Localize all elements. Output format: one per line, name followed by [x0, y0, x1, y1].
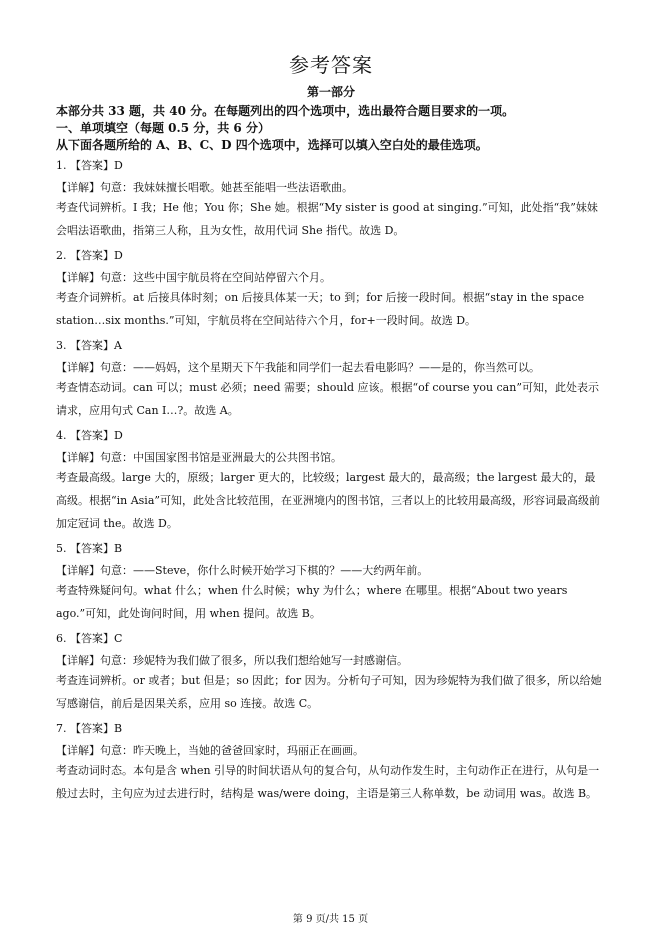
- explanation-analysis: 考查代词辨析。I 我；He 他；You 你；She 她。根据“My sister is good at singing.”可知，此处指“我”妹妹会唱法语歌曲，指第三人称，且为女性，故用代词 She 指代。故选 D。: [56, 201, 598, 237]
- answer-line: 3. 【答案】A: [56, 339, 122, 352]
- explanation-analysis: 考查介词辨析。at 后接具体时刻；on 后接具体某一天；to 到；for 后接一段时间。根据“stay in the space station…six months.”可知，宇航员将在空间站待六个月，for+一段时间。故选 D。: [56, 291, 585, 327]
- page-footer: 第 9 页/共 15 页: [292, 914, 369, 925]
- document-page: [56, 52, 606, 805]
- answer-line: 7. 【答案】B: [56, 722, 123, 735]
- answer-line: 5. 【答案】B: [56, 542, 123, 555]
- part-heading: 第一部分: [306, 85, 355, 99]
- explanation-meaning: 【详解】句意：——Steve，你什么时候开始学习下棋的？——大约两年前。: [56, 564, 429, 577]
- explanation-meaning: 【详解】句意：我妹妹擅长唱歌。她甚至能唱一些法语歌曲。: [56, 181, 353, 194]
- part-intro: 本部分共 33 题，共 40 分。在每题列出的四个选项中，选出最符合题目要求的一项。: [56, 104, 515, 118]
- answer-line: 2. 【答案】D: [56, 249, 123, 262]
- explanation-meaning: 【详解】句意：中国国家图书馆是亚洲最大的公共图书馆。: [56, 451, 342, 464]
- explanation-meaning: 【详解】句意：昨天晚上，当她的爸爸回家时，玛丽正在画画。: [56, 744, 364, 757]
- section-instruction: 从下面各题所给的 A、B、C、D 四个选项中，选择可以填入空白处的最佳选项。: [56, 138, 488, 152]
- explanation-meaning: 【详解】句意：——妈妈，这个星期天下午我能和同学们一起去看电影吗？——是的，你当然可以。: [56, 361, 540, 374]
- explanation-analysis: 考查连词辨析。or 或者；but 但是；so 因此；for 因为。分析句子可知，因为珍妮特为我们做了很多，所以给她写感谢信，前后是因果关系，应用 so 连接。故选 C。: [56, 674, 602, 710]
- answer-line: 6. 【答案】C: [56, 632, 123, 645]
- page-title: 参考答案: [289, 53, 373, 77]
- answer-line: 4. 【答案】D: [56, 429, 123, 442]
- section-heading: 一、单项填空（每题 0.5 分，共 6 分）: [56, 121, 270, 135]
- explanation-analysis: 考查动词时态。本句是含 when 引导的时间状语从句的复合句，从句动作发生时，主句动作正在进行，从句是一般过去时，主句应为过去进行时，结构是 was/were doing，主语是第三人称单数，be 动词用 was。故选 B。: [56, 764, 600, 800]
- explanation-meaning: 【详解】句意：珍妮特为我们做了很多，所以我们想给她写一封感谢信。: [56, 654, 408, 667]
- explanation-analysis: 考查情态动词。can 可以；must 必须；need 需要；should 应该。根据“of course you can”可知，此处表示请求，应用句式 Can I…?。故选 A。: [56, 381, 599, 417]
- answer-line: 1. 【答案】D: [56, 159, 123, 172]
- explanation-analysis: 考查特殊疑问句。what 什么；when 什么时候；why 为什么；where 在哪里。根据“About two years ago.”可知，此处询问时间，用 when 提问。故选 B。: [56, 584, 568, 620]
- explanation-analysis: 考查最高级。large 大的，原级；larger 更大的，比较级；largest 最大的，最高级；the largest 最大的，最高级。根据“in Asia”可知，此处含比较范围，在亚洲境内的图书馆，三者以上的比较用最高级，形容词最高级前加定冠词 the。故选 D。: [56, 471, 601, 530]
- explanation-meaning: 【详解】句意：这些中国宇航员将在空间站停留六个月。: [56, 271, 331, 284]
